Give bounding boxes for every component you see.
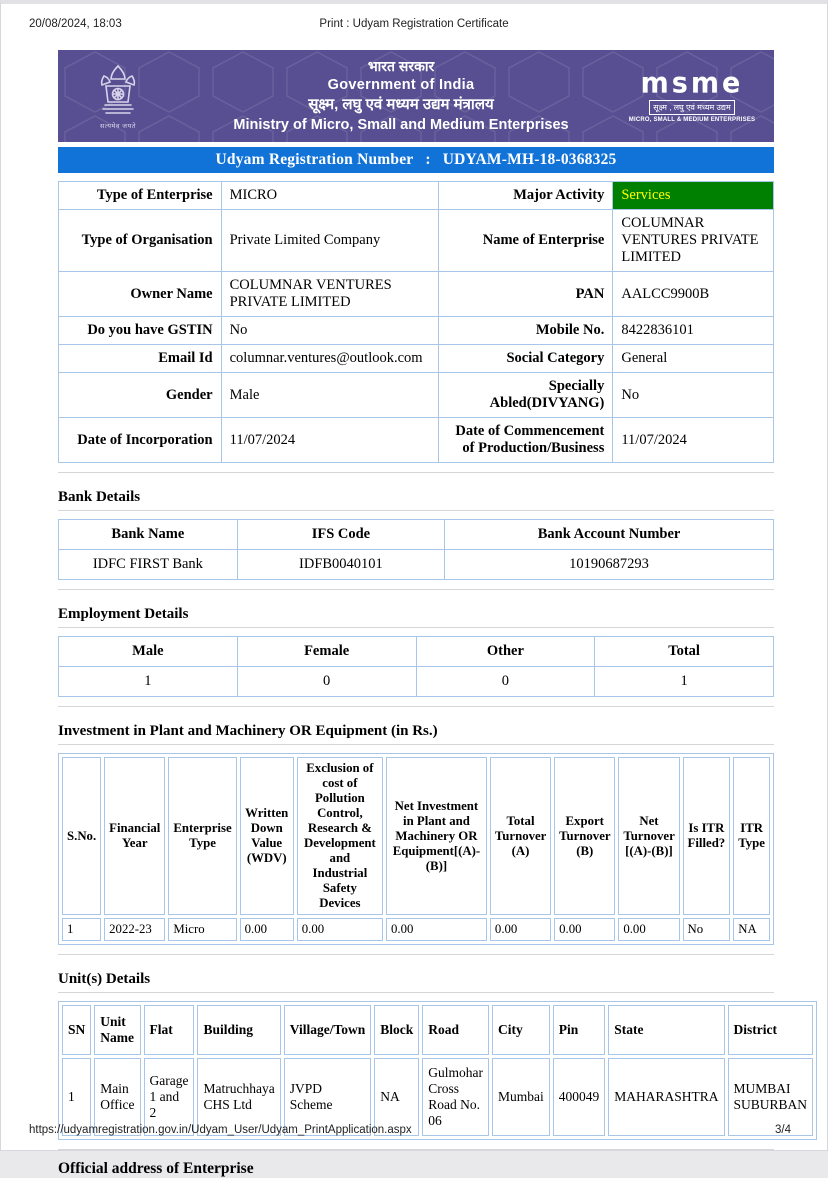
column-header: Road (422, 1005, 489, 1055)
ministry-banner (58, 50, 774, 142)
investment-cell: 0.00 (386, 918, 487, 941)
column-header: Financial Year (104, 757, 165, 915)
page-indicator: 3/4 (775, 1124, 791, 1136)
divider (58, 589, 774, 590)
field-value: No (613, 373, 774, 418)
table-row (59, 345, 774, 373)
investment-cell: 0.00 (554, 918, 615, 941)
column-header: District (728, 1005, 814, 1055)
column-header: Flat (144, 1005, 195, 1055)
column-header: Exclusion of cost of Pollution Control, Research & Development and Industrial Safety Devices (297, 757, 383, 915)
msme-logo (624, 66, 774, 123)
column-header: S.No. (62, 757, 101, 915)
investment-cell: 0.00 (240, 918, 294, 941)
table-row (59, 272, 774, 317)
hindi-government-title: भारत सरकार (367, 57, 435, 74)
field-value: 11/07/2024 (221, 418, 438, 463)
field-label: Gender (59, 373, 222, 418)
employment-other-cell: 0 (416, 667, 595, 697)
enterprise-details-table (58, 181, 774, 463)
unit-cell: Matruchhaya CHS Ltd (197, 1058, 280, 1136)
field-label: Name of Enterprise (438, 210, 613, 272)
divider (58, 1149, 774, 1150)
employment-total-cell: 1 (595, 667, 774, 697)
divider (58, 954, 774, 955)
employment-details-heading: Employment Details (58, 606, 189, 622)
registration-number-value: UDYAM-MH-18-0368325 (442, 151, 617, 168)
emblem-motto: सत्यमेव जयते (100, 123, 136, 130)
ashoka-emblem (58, 62, 178, 130)
table-header-row (59, 637, 774, 667)
field-value: MICRO (221, 182, 438, 210)
ifs-code-cell: IDFB0040101 (237, 550, 444, 580)
column-header: Bank Name (59, 520, 238, 550)
unit-cell: Mumbai (492, 1058, 550, 1136)
table-row (59, 418, 774, 463)
bank-name-cell: IDFC FIRST Bank (59, 550, 238, 580)
print-footer (29, 1122, 799, 1136)
msme-english-tagline: MICRO, SMALL & MEDIUM ENTERPRISES (628, 116, 756, 123)
bank-details-table (58, 519, 774, 580)
field-value: COLUMNAR VENTURES PRIVATE LIMITED (221, 272, 438, 317)
divider (58, 510, 774, 511)
field-label: Type of Organisation (59, 210, 222, 272)
ashoka-emblem-icon (96, 62, 140, 120)
column-header: Export Turnover (B) (554, 757, 615, 915)
english-ministry-title: Ministry of Micro, Small and Medium Enterprises (233, 116, 569, 133)
print-datetime: 20/08/2024, 18:03 (29, 18, 122, 30)
unit-cell: Gulmohar Cross Road No. 06 (422, 1058, 489, 1136)
english-government-title: Government of India (327, 76, 475, 93)
units-table (58, 1001, 817, 1140)
investment-cell: No (683, 918, 731, 941)
investment-cell: 0.00 (490, 918, 551, 941)
registration-number-label: Udyam Registration Number (215, 151, 414, 168)
investment-cell: Micro (168, 918, 236, 941)
field-value: Male (221, 373, 438, 418)
field-value: Private Limited Company (221, 210, 438, 272)
udyam-registration-number-bar (58, 147, 774, 173)
table-row (59, 182, 774, 210)
employment-details-table (58, 636, 774, 697)
column-header: Village/Town (284, 1005, 372, 1055)
column-header: Written Down Value (WDV) (240, 757, 294, 915)
investment-cell: 0.00 (297, 918, 383, 941)
table-row (59, 550, 774, 580)
hindi-ministry-title: सूक्ष्म, लघु एवं मध्यम उद्यम मंत्रालय (308, 96, 494, 114)
field-label: Date of Incorporation (59, 418, 222, 463)
column-header: Unit Name (94, 1005, 140, 1055)
table-header-row (62, 757, 770, 915)
field-label: Type of Enterprise (59, 182, 222, 210)
column-header: Bank Account Number (445, 520, 774, 550)
unit-cell: NA (374, 1058, 419, 1136)
bank-account-cell: 10190687293 (445, 550, 774, 580)
field-value: 11/07/2024 (613, 418, 774, 463)
banner-titles (178, 57, 624, 135)
investment-cell: 1 (62, 918, 101, 941)
field-value: 8422836101 (613, 317, 774, 345)
msme-logo-word: msme (640, 66, 744, 100)
column-header: Net Turnover [(A)-(B)] (618, 757, 679, 915)
table-header-row (59, 520, 774, 550)
msme-hindi-tagline: सूक्ष्म , लघु एवं मध्यम उद्यम (649, 100, 735, 115)
divider (58, 744, 774, 745)
column-header: Enterprise Type (168, 757, 236, 915)
field-label: Specially Abled(DIVYANG) (438, 373, 613, 418)
investment-cell: 0.00 (618, 918, 679, 941)
table-row (59, 667, 774, 697)
field-label: Do you have GSTIN (59, 317, 222, 345)
unit-cell: MUMBAI SUBURBAN (728, 1058, 814, 1136)
major-activity-badge: Services (613, 182, 774, 210)
investment-cell: NA (733, 918, 770, 941)
field-label: Owner Name (59, 272, 222, 317)
employment-female-cell: 0 (237, 667, 416, 697)
column-header: SN (62, 1005, 91, 1055)
column-header: Building (197, 1005, 280, 1055)
unit-cell: MAHARASHTRA (608, 1058, 724, 1136)
unit-cell: 1 (62, 1058, 91, 1136)
table-header-row (62, 1005, 813, 1055)
table-row (59, 373, 774, 418)
print-title: Print : Udyam Registration Certificate (319, 18, 509, 30)
column-header: IFS Code (237, 520, 444, 550)
divider (58, 992, 774, 993)
table-row (62, 918, 770, 941)
field-label: Date of Commencement of Production/Business (438, 418, 613, 463)
field-value: General (613, 345, 774, 373)
unit-cell: 400049 (553, 1058, 606, 1136)
investment-cell: 2022-23 (104, 918, 165, 941)
column-header: Pin (553, 1005, 606, 1055)
field-label: Mobile No. (438, 317, 613, 345)
field-value: AALCC9900B (613, 272, 774, 317)
table-row (59, 210, 774, 272)
source-url: https://udyamregistration.gov.in/Udyam_User/Udyam_PrintApplication.aspx (29, 1124, 412, 1136)
column-header: Total Turnover (A) (490, 757, 551, 915)
field-value: No (221, 317, 438, 345)
field-label: PAN (438, 272, 613, 317)
table-row (59, 317, 774, 345)
unit-cell: Garage 1 and 2 (144, 1058, 195, 1136)
column-header: Block (374, 1005, 419, 1055)
divider (58, 472, 774, 473)
column-header: State (608, 1005, 724, 1055)
bank-details-heading: Bank Details (58, 489, 141, 505)
column-header: Total (595, 637, 774, 667)
column-header: ITR Type (733, 757, 770, 915)
field-value: columnar.ventures@outlook.com (221, 345, 438, 373)
registration-number-separator: : (425, 151, 431, 168)
investment-table (58, 753, 774, 945)
column-header: City (492, 1005, 550, 1055)
units-heading: Unit(s) Details (58, 971, 151, 987)
field-label: Email Id (59, 345, 222, 373)
column-header: Male (59, 637, 238, 667)
official-address-heading: Official address of Enterprise (58, 1160, 254, 1177)
divider (58, 706, 774, 707)
field-label: Major Activity (438, 182, 613, 210)
unit-cell: Main Office (94, 1058, 140, 1136)
column-header: Female (237, 637, 416, 667)
investment-heading: Investment in Plant and Machinery OR Equipment (in Rs.) (58, 723, 438, 739)
column-header: Other (416, 637, 595, 667)
column-header: Net Investment in Plant and Machinery OR Equipment[(A)-(B)] (386, 757, 487, 915)
field-label: Social Category (438, 345, 613, 373)
unit-cell: JVPD Scheme (284, 1058, 372, 1136)
employment-male-cell: 1 (59, 667, 238, 697)
column-header: Is ITR Filled? (683, 757, 731, 915)
divider (58, 627, 774, 628)
field-value: COLUMNAR VENTURES PRIVATE LIMITED (613, 210, 774, 272)
